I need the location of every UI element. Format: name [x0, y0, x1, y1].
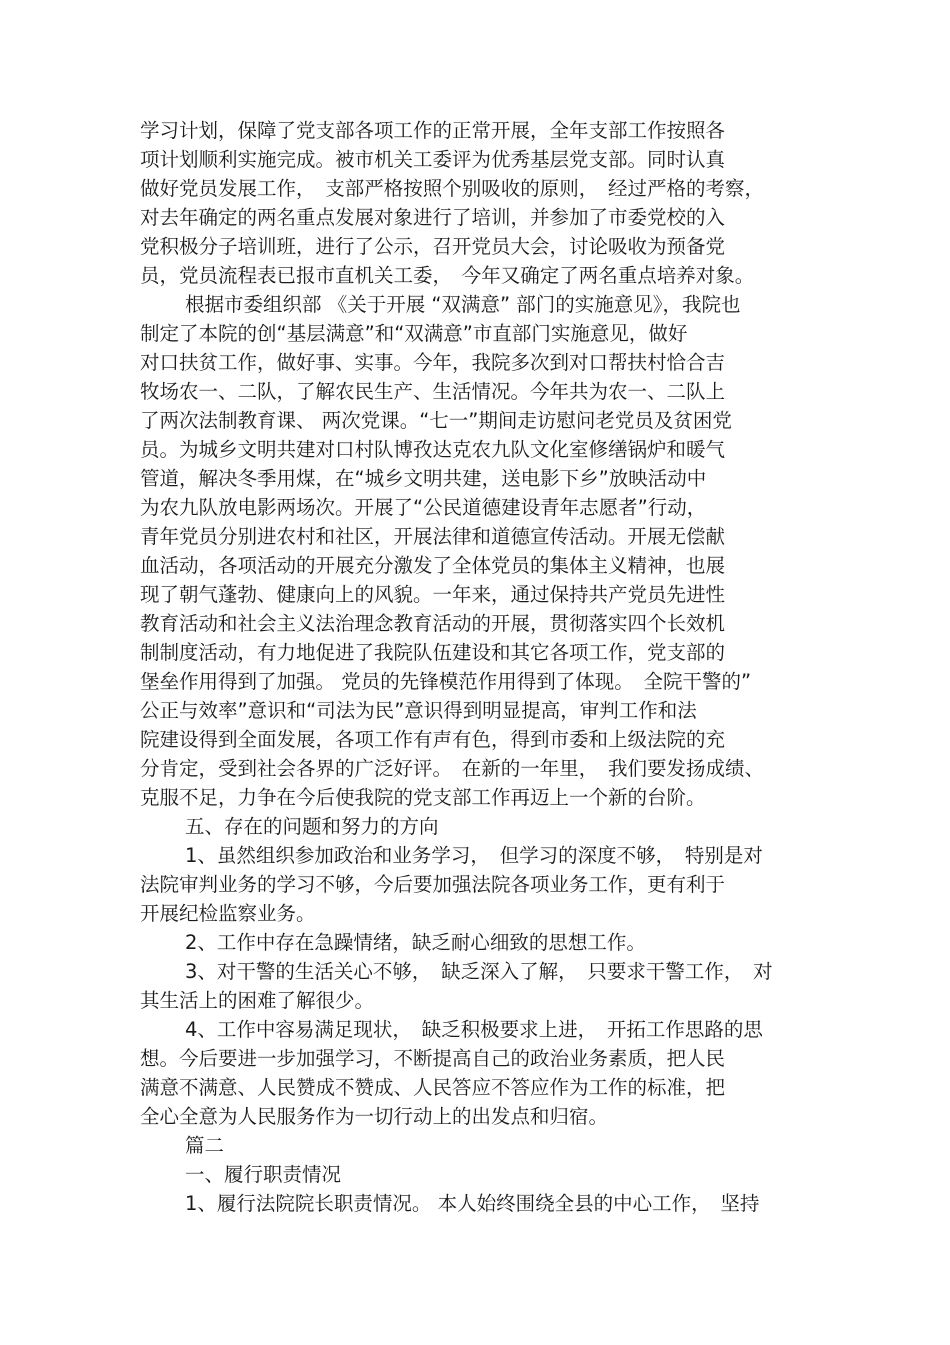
text-line: 分肯定，受到社会各界的广泛好评。 在新的一年里， 我们要发扬成绩、 [140, 757, 765, 780]
text-line: 克服不足，力争在今后使我院的党支部工作再迈上一个新的台阶。 [140, 786, 706, 809]
text-line: 项计划顺利实施完成。被市机关工委评为优秀基层党支部。同时认真 [140, 148, 726, 171]
text-line: 党积极分子培训班，进行了公示，召开党员大会，讨论吸收为预备党 [140, 235, 726, 258]
text-line: 员。为城乡文明共建对口村队博孜达克农九队文化室修缮锅炉和暖气 [140, 438, 726, 461]
text-line: 为农九队放电影两场次。开展了“公民道德建设青年志愿者”行动， [140, 496, 707, 519]
text-line: 对口扶贫工作，做好事、实事。今年，我院多次到对口帮扶村恰合吉 [140, 351, 726, 374]
text-line: 3、对干警的生活关心不够， 缺乏深入了解， 只要求干警工作， 对 [185, 960, 773, 983]
text-line: 教育活动和社会主义法治理念教育活动的开展，贯彻落实四个长效机 [140, 612, 726, 635]
text-line: 血活动，各项活动的开展充分激发了全体党员的集体主义精神，也展 [140, 554, 726, 577]
text-line: 开展纪检监察业务。 [140, 902, 316, 925]
text-line: 牧场农一、二队，了解农民生产、生活情况。今年共为农一、二队上 [140, 380, 726, 403]
text-line: 青年党员分别进农村和社区，开展法律和道德宣传活动。开展无偿献 [140, 525, 726, 548]
text-line: 其生活上的困难了解很少。 [140, 989, 375, 1012]
text-line: 了两次法制教育课、 两次党课。“七一”期间走访慰问老党员及贫困党 [140, 409, 732, 432]
text-line: 制制度活动，有力地促进了我院队伍建设和其它各项工作，党支部的 [140, 641, 726, 664]
text-line: 4、工作中容易满足现状， 缺乏积极要求上进， 开拓工作思路的思 [185, 1018, 763, 1041]
text-line: 一、履行职责情况 [185, 1163, 342, 1186]
text-line: 全心全意为人民服务作为一切行动上的出发点和归宿。 [140, 1105, 609, 1128]
text-line: 篇二 [185, 1134, 225, 1157]
text-line: 院建设得到全面发展，各项工作有声有色，得到市委和上级法院的充 [140, 728, 726, 751]
text-line: 2、工作中存在急躁情绪，缺乏耐心细致的思想工作。 [185, 931, 646, 954]
text-line: 制定了本院的创“基层满意”和“双满意”市直部门实施意见，做好 [140, 322, 688, 345]
text-line: 想。今后要进一步加强学习，不断提高自己的政治业务素质，把人民 [140, 1047, 726, 1070]
text-line: 五、存在的问题和努力的方向 [185, 815, 439, 838]
text-line: 法院审判业务的学习不够，今后要加强法院各项业务工作，更有利于 [140, 873, 726, 896]
text-line: 1、履行法院院长职责情况。 本人始终围绕全县的中心工作， 坚持 [185, 1192, 760, 1215]
text-line: 员，党员流程表已报市直机关工委， 今年又确定了两名重点培养对象。 [140, 264, 755, 287]
document-body [140, 116, 820, 1218]
text-line: 堡垒作用得到了加强。 党员的先锋模范作用得到了体现。 全院干警的” [140, 670, 752, 693]
text-line: 根据市委组织部 《关于开展 “双满意” 部门的实施意见》，我院也 [185, 293, 741, 316]
text-line: 对去年确定的两名重点发展对象进行了培训，并参加了市委党校的入 [140, 206, 726, 229]
text-line: 学习计划，保障了党支部各项工作的正常开展，全年支部工作按照各 [140, 119, 726, 142]
text-line: 1、虽然组织参加政治和业务学习， 但学习的深度不够， 特别是对 [185, 844, 763, 867]
text-line: 满意不满意、人民赞成不赞成、人民答应不答应作为工作的标准，把 [140, 1076, 726, 1099]
text-line: 做好党员发展工作， 支部严格按照个别吸收的原则， 经过严格的考察， [140, 177, 765, 200]
text-line: 公正与效率”意识和“司法为民”意识得到明显提高，审判工作和法 [140, 699, 697, 722]
text-line: 现了朝气蓬勃、健康向上的风貌。一年来，通过保持共产党员先进性 [140, 583, 726, 606]
text-line: 管道，解决冬季用煤，在“城乡文明共建，送电影下乡”放映活动中 [140, 467, 707, 490]
